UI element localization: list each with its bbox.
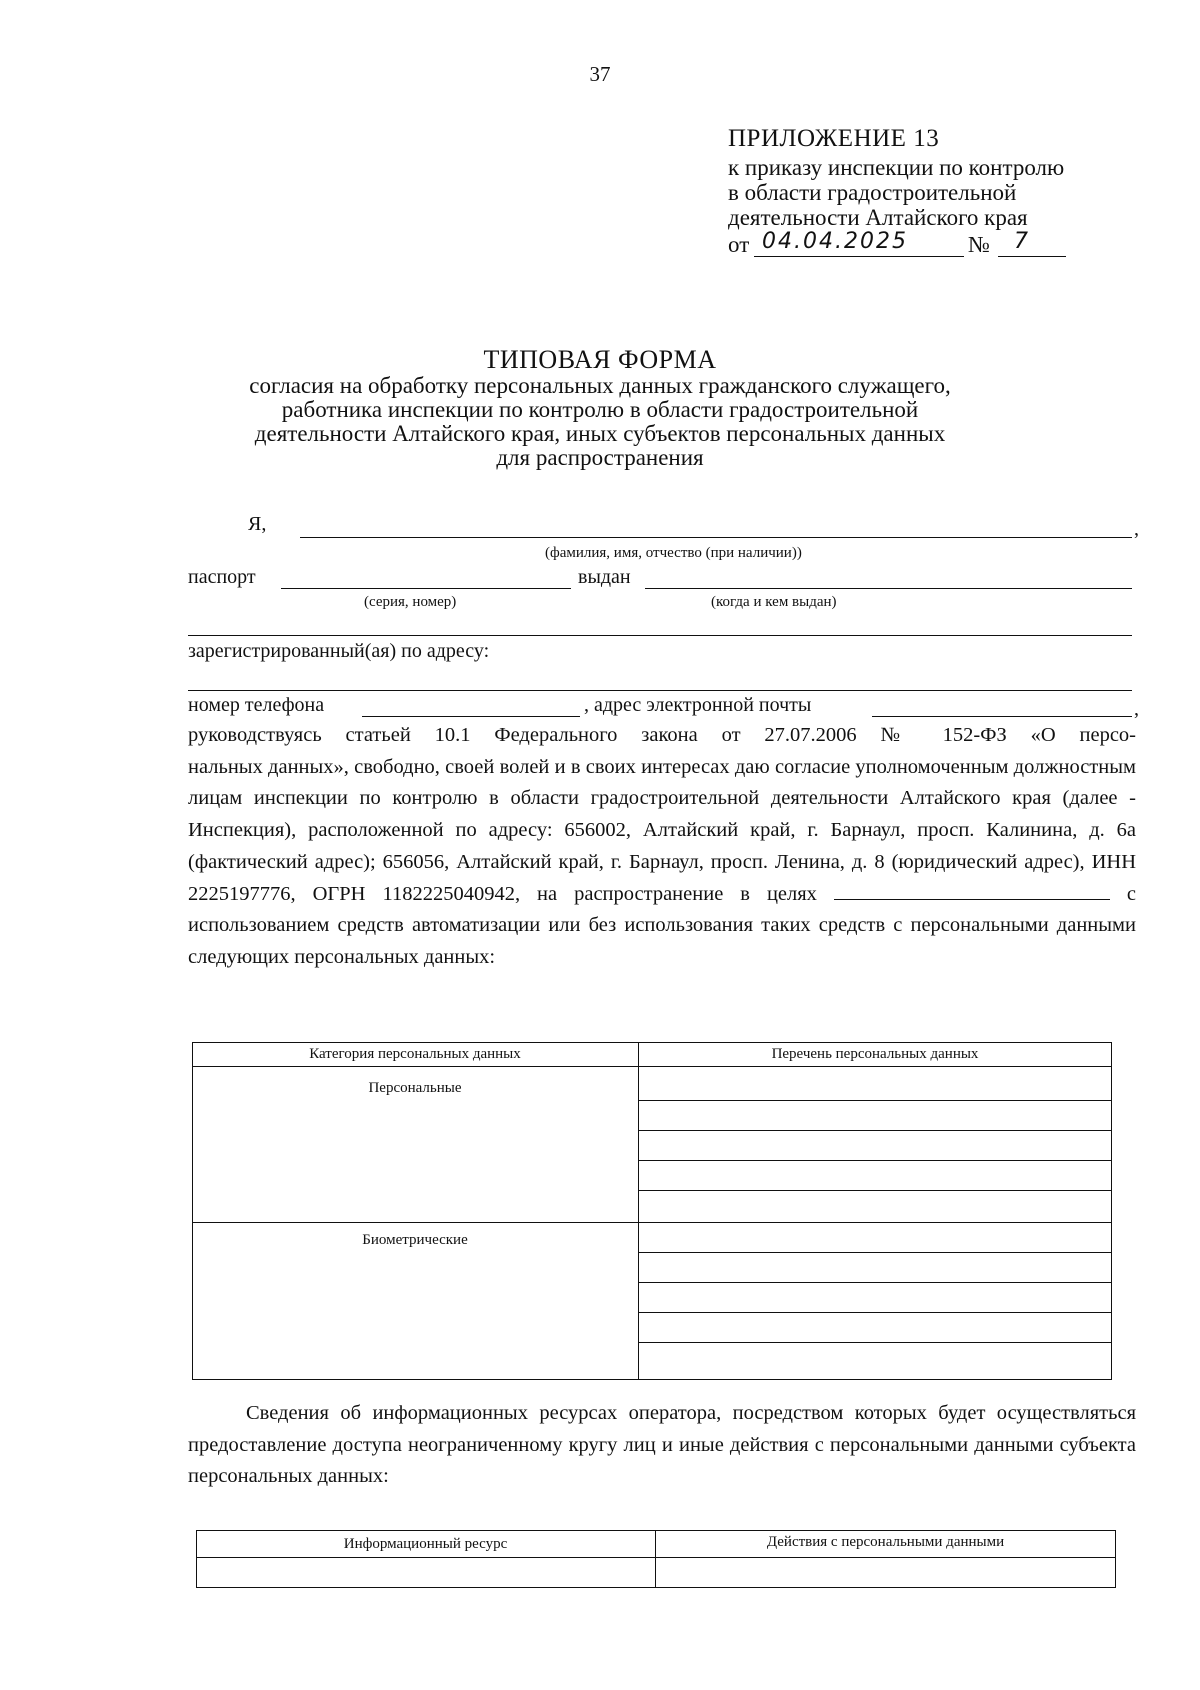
consent-paragraph xyxy=(188,720,1136,974)
table1-header-divider xyxy=(192,1066,1112,1067)
table1-row-line xyxy=(638,1160,1112,1161)
appendix-line-2: в области градостроительной xyxy=(728,180,1017,205)
table1-column-divider xyxy=(638,1042,639,1380)
issued-caption: (когда и кем выдан) xyxy=(711,594,837,610)
form-title-line-4: для распространения xyxy=(496,445,704,470)
table1-row-line xyxy=(638,1130,1112,1131)
table1-row-line xyxy=(638,1252,1112,1253)
form-title-main: ТИПОВАЯ ФОРМА xyxy=(483,345,717,374)
table1-row-line xyxy=(638,1100,1112,1101)
passport-label: паспорт xyxy=(188,566,256,588)
series-caption: (серия, номер) xyxy=(364,594,457,610)
appendix-title: ПРИЛОЖЕНИЕ 13 xyxy=(728,125,940,152)
address-label: зарегистрированный(ая) по адресу: xyxy=(188,640,490,662)
table1-category-personal: Персональные xyxy=(368,1080,462,1096)
fio-caption: (фамилия, имя, отчество (при наличии)) xyxy=(545,545,802,561)
fio-comma: , xyxy=(1134,518,1139,540)
table1-row-line xyxy=(638,1190,1112,1191)
consent-first-line: руководствуясь статьей 10.1 Федерального закона от 27.07.2006 № 152-ФЗ «О персо- xyxy=(188,724,1136,746)
phone-label: номер телефона xyxy=(188,694,325,716)
table1-section-divider xyxy=(192,1222,1112,1223)
date-prefix: от xyxy=(728,232,750,257)
page-number: 37 xyxy=(589,62,611,86)
info-resources-paragraph: Сведения об информационных ресурсах оператора, посредством которых будет осуществляться предоставление доступа неограниченному кругу лиц и иные действия с персональными данными субъекта персональных данных: xyxy=(188,1402,1136,1487)
appendix-line-3: деятельности Алтайского края xyxy=(728,205,1028,230)
address-field[interactable] xyxy=(188,690,1132,691)
purpose-field[interactable] xyxy=(834,881,1110,900)
table1-row-line xyxy=(638,1282,1112,1283)
passport-issued-field[interactable] xyxy=(645,588,1132,589)
form-title-line-1: согласия на обработку персональных данных гражданского служащего, xyxy=(249,373,951,398)
form-title-line-3: деятельности Алтайского края, иных субъектов персональных данных xyxy=(254,421,946,446)
email-comma: , xyxy=(1134,698,1139,720)
table1-row-line xyxy=(638,1342,1112,1343)
i-label: Я, xyxy=(248,513,267,535)
handwritten-date: 04.04.2025 xyxy=(762,229,908,254)
passport-series-field[interactable] xyxy=(281,588,571,589)
form-title-line-2: работника инспекции по контролю в области градостроительной xyxy=(281,397,919,422)
table2-header-resource: Информационный ресурс xyxy=(343,1536,508,1552)
passport-issued-continuation[interactable] xyxy=(188,635,1132,636)
issued-label: выдан xyxy=(578,566,631,588)
handwritten-number: 7 xyxy=(1014,229,1030,254)
email-field[interactable] xyxy=(872,716,1132,717)
appendix-line-1: к приказу инспекции по контролю xyxy=(728,155,1065,180)
appendix-block xyxy=(728,126,1064,262)
table1-header-category: Категория персональных данных xyxy=(309,1046,521,1062)
date-underline xyxy=(754,256,964,257)
form-title-block xyxy=(0,345,1200,470)
table2-header-divider xyxy=(196,1557,1116,1558)
table1-header-list: Перечень персональных данных xyxy=(771,1046,979,1062)
table1-category-biometric: Биометрические xyxy=(362,1232,468,1248)
consent-after-blank: с использованием средств автоматизации или без использования таких средств с персональными данными следующих персональных данных: xyxy=(188,882,1136,968)
number-underline xyxy=(998,256,1066,257)
fio-field[interactable] xyxy=(300,537,1132,538)
table1-row-line xyxy=(638,1312,1112,1313)
email-label: , адрес электронной почты xyxy=(584,694,812,716)
appendix-date-line xyxy=(728,229,1064,262)
phone-field[interactable] xyxy=(362,716,580,717)
consent-text: нальных данных», свободно, своей волей и в своих интересах даю согласие уполномоченным должностным лицам инспекции по контролю в области градостроительной деятельности Алтайского края (далее - Инспекция), расположенной по адресу: 656002, Алтайский край, г. Барнаул, просп. Калинина, д. 6а (фактический адрес); 656056, Алтайский край, г. Барнаул, просп. Ленина, д. 8 (юридический адрес), ИНН 2225197776, ОГРН 1182225040942, на распространение в целях xyxy=(188,755,1136,905)
number-prefix: № xyxy=(968,232,990,257)
table2-header-actions: Действия с персональными данными xyxy=(766,1534,1005,1550)
